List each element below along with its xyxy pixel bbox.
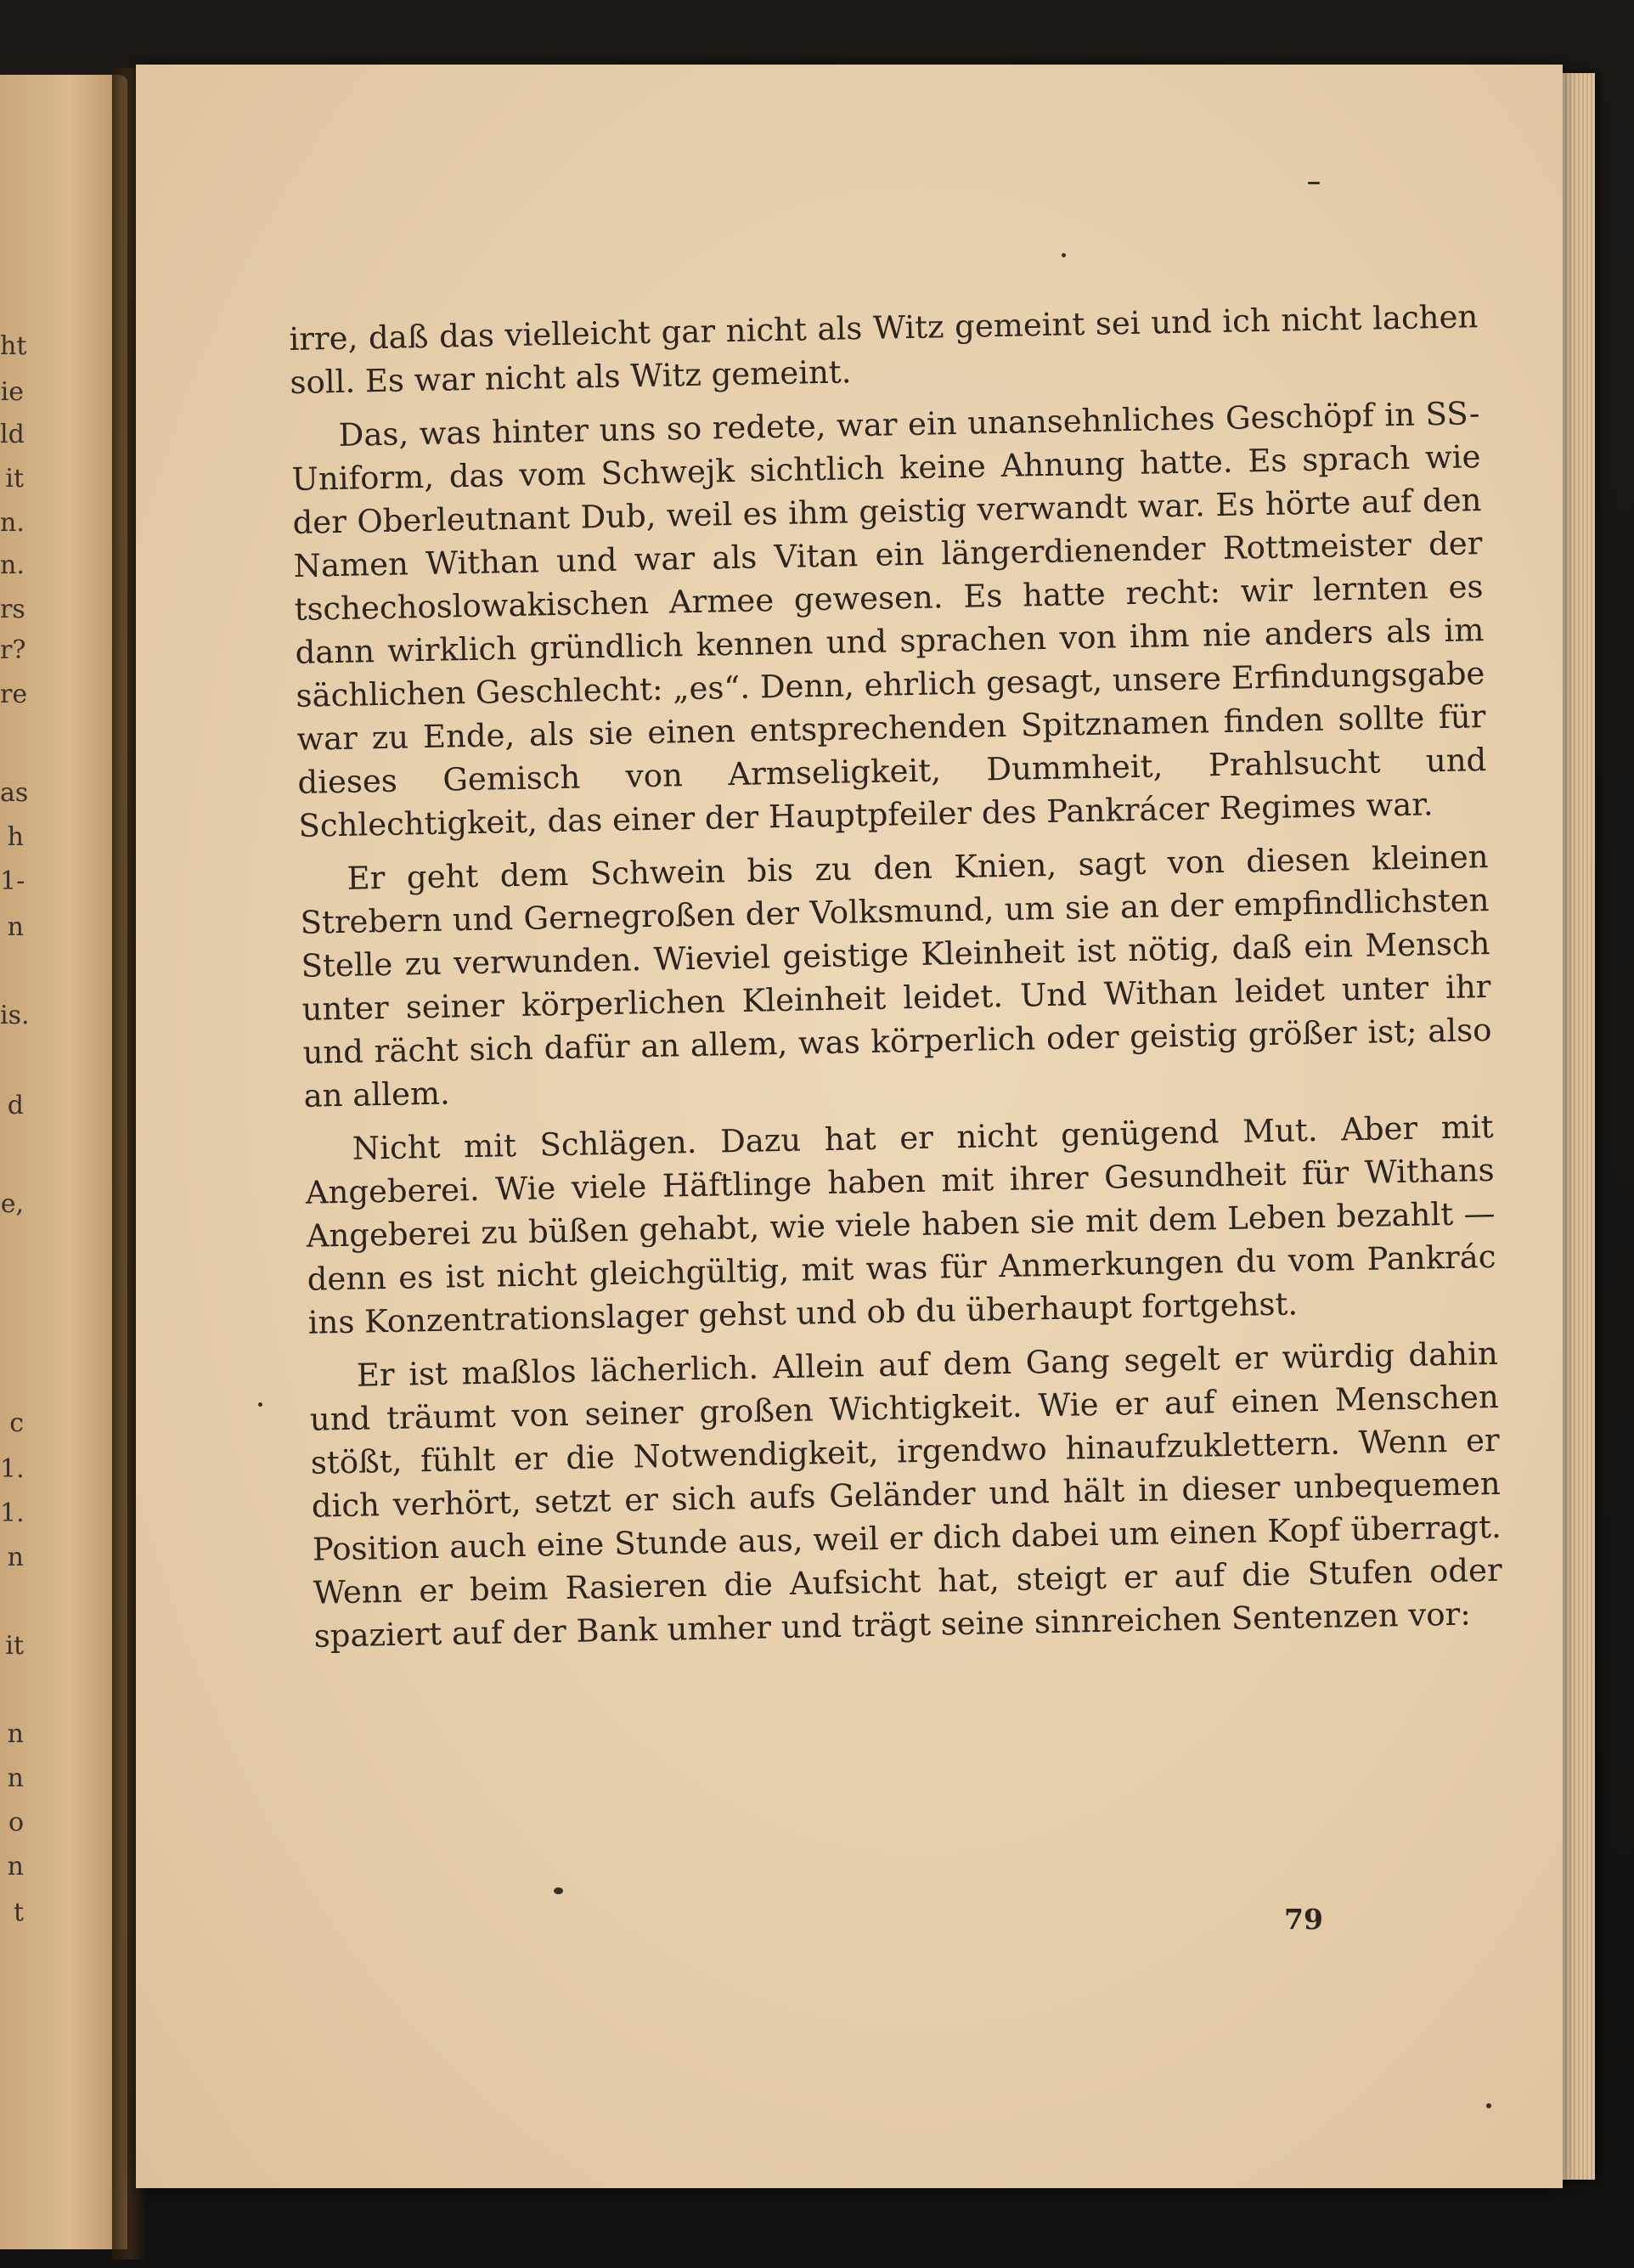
left-page-fragment: 1- <box>0 866 25 896</box>
paper-speck <box>554 1887 563 1894</box>
left-page-fragment: n <box>7 912 24 942</box>
left-page-fragment: 1. <box>0 1498 25 1528</box>
left-page-fragment: o <box>8 1808 24 1837</box>
paper-speck <box>1062 253 1066 257</box>
left-page-fragment: c <box>9 1408 24 1438</box>
left-page-fragment: 1. <box>0 1454 25 1484</box>
left-page-fragment: d <box>7 1091 24 1120</box>
body-text <box>289 295 1503 1668</box>
left-page-fragment: it <box>5 464 24 494</box>
left-page-fragment: n <box>7 1719 24 1749</box>
left-page-fragment: re <box>0 680 28 709</box>
paper-speck <box>1486 2103 1491 2108</box>
paragraph-2: Das, was hinter uns so redete, war ein unansehnliches Geschöpf in SS-Uniform, das vom Schwejk sichtlich keine Ahnung hatte. Es sprach wie der Oberleutnant Dub, weil es ihm geistig verwandt war. Es hörte auf den Namen Withan und war als Vitan ein längerdienender Rottmeister der tschechoslowakischen Armee gewesen. Es hatte recht: wir lernten es dann wirklich gründlich kennen und sprachen von ihm nie anders als im sächlichen Geschlecht: „es“. Denn, ehrlich gesagt, unsere Erfindungsgabe war zu Ende, als sie einen entsprechenden Spitznamen finden sollte für dieses Gemisch von Armseligkeit, Dummheit, Prahlsucht und Schlechtigkeit, das einer der Hauptpfeiler des Pankrácer Regimes war. <box>291 395 1487 844</box>
paragraph-4: Nicht mit Schlägen. Dazu hat er nicht genügend Mut. Aber mit Angeberei. Wie viele Häftlinge haben mit ihrer Gesundheit für Withans Angeberei zu büßen gehabt, wie viele haben sie mit dem Leben bezahlt — denn es ist nicht gleichgültig, mit was für Anmerkungen du vom Pankrác ins Konzentrationslager gehst und ob du überhaupt fortgehst. <box>305 1108 1496 1341</box>
paragraph-1: irre, daß das vielleicht gar nicht als Witz gemeint sei und ich nicht lachen soll. Es war nicht als Witz gemeint. <box>289 298 1479 401</box>
paper-speck <box>1308 182 1320 184</box>
left-page-fragment: e, <box>0 1189 24 1219</box>
page-number: 79 <box>1284 1903 1323 1936</box>
left-page-fragment: n <box>7 1763 24 1793</box>
left-page-fragment: t <box>13 1898 24 1927</box>
left-page-fragment: ld <box>0 420 25 449</box>
left-page-fragment: as <box>0 778 29 808</box>
left-page-fragment: is. <box>0 1001 30 1030</box>
paragraph-3: Er geht dem Schwein bis zu den Knien, sagt von diesen kleinen Strebern und Gernegroßen der Volksmund, um sie an der empfindlichsten Stelle zu verwunden. Wieviel geistige Kleinheit ist nötig, daß ein Mensch unter seiner körperlichen Kleinheit leidet. Und Withan leidet unter ihr und rächt sich dafür an allem, was körperlich oder geistig größer ist; also an allem. <box>300 838 1492 1114</box>
left-page-fragment: h <box>7 822 24 852</box>
left-page-fragment: rs <box>0 595 25 624</box>
left-page-fragment: r? <box>0 635 26 665</box>
left-page-fragment: it <box>5 1631 24 1661</box>
left-page-fragment: n <box>7 1852 24 1882</box>
paragraph-5: Er ist maßlos lächerlich. Allein auf dem Gang segelt er würdig dahin und träumt von seiner großen Wichtigkeit. Wie er auf einen Menschen stößt, fühlt er die Notwendigkeit, irgendwo hinaufzuklettern. Wenn er dich verhört, setzt er sich aufs Geländer und hält in dieser unbequemen Position auch eine Stunde aus, weil er dich dabei um einen Kopf überragt. Wenn er beim Rasieren die Aufsicht hat, steigt er auf die Stufen oder spaziert auf der Bank umher und trägt seine sinnreichen Sentenzen vor: <box>309 1334 1502 1655</box>
book-page <box>136 65 1563 2188</box>
left-page-edge <box>0 75 127 2249</box>
left-page-fragment: ht <box>0 331 27 361</box>
paper-speck <box>258 1402 262 1407</box>
left-page-fragment: ie <box>0 377 24 407</box>
left-page-fragment: n. <box>0 550 25 580</box>
left-page-fragment: n <box>7 1543 24 1572</box>
left-page-fragment: n. <box>0 508 25 538</box>
